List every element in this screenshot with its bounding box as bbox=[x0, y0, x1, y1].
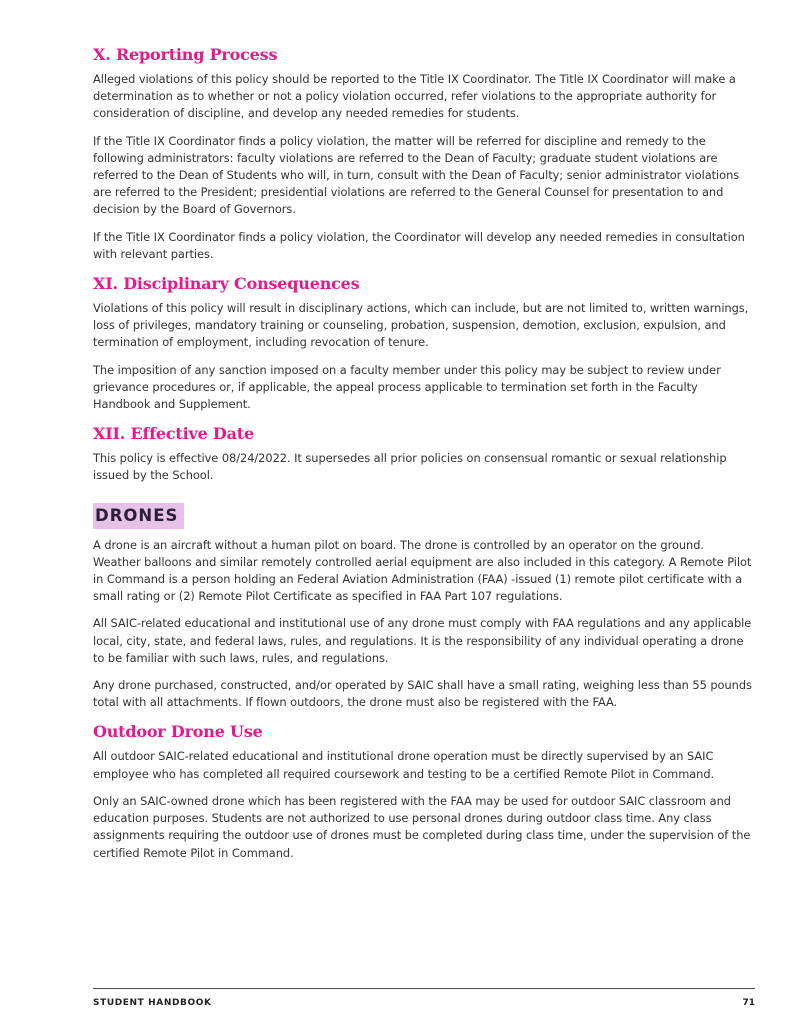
paragraph: If the Title IX Coordinator finds a policy violation, the Coordinator will develop any needed remedies in consultation with relevant parties. bbox=[93, 229, 745, 261]
drones-heading: DRONES bbox=[93, 503, 184, 529]
paragraph: Violations of this policy will result in disciplinary actions, which can include, but are not limited to, written warnings, loss of privileges, mandatory training or counseling, probation, suspension, demotion, exclusion, expulsion, and termination of employment, including revocation of tenure. bbox=[93, 301, 749, 350]
paragraph: The imposition of any sanction imposed on a faculty member under this policy may be subject to review under grievance procedures or, if applicable, the appeal process applicable to termination set forth in the Faculty Handbook and Supplement. bbox=[93, 362, 721, 412]
section-effective-date bbox=[93, 423, 755, 484]
page-content bbox=[93, 44, 755, 872]
section-heading: XII. Effective Date bbox=[93, 424, 254, 444]
footer-title: STUDENT HANDBOOK bbox=[93, 998, 212, 1008]
section-heading: Outdoor Drone Use bbox=[93, 722, 263, 742]
section-reporting-process bbox=[93, 44, 755, 263]
paragraph: A drone is an aircraft without a human pilot on board. The drone is controlled by an operator on the ground. Weather balloons and similar remotely controlled aerial equipment are also included in this category. A Remote Pilot in Command is a person holding an Federal Aviation Administration (FAA) -issued (1) remote pilot certificate with a small rating or (2) Remote Pilot Certificate as specified in FAA Part 107 regulations. bbox=[93, 537, 752, 604]
section-heading: X. Reporting Process bbox=[93, 45, 278, 64]
section-heading: XI. Disciplinary Consequences bbox=[93, 274, 360, 294]
paragraph: Alleged violations of this policy should be reported to the Title IX Coordinator. The Title IX Coordinator will make a determination as to whether or not a policy violation occurred, refer violations to the appropriate authority for consideration of discipline, and develop any needed remedies for students. bbox=[93, 72, 736, 121]
paragraph: Only an SAIC-owned drone which has been registered with the FAA may be used for outdoor SAIC classroom and education purposes. Students are not authorized to use personal drones during outdoor class time. Any class assignments requiring the outdoor use of drones must be completed during class time, under the supervision of the certified Remote Pilot in Command. bbox=[93, 793, 751, 860]
section-disciplinary-consequences bbox=[93, 273, 755, 413]
paragraph: This policy is effective 08/24/2022. It supersedes all prior policies on consensual romantic or sexual relationship issued by the School. bbox=[93, 451, 727, 483]
drones-heading-wrap bbox=[93, 503, 755, 529]
section-outdoor-drone-use bbox=[93, 721, 755, 861]
paragraph: If the Title IX Coordinator finds a policy violation, the matter will be referred for discipline and remedy to the following administrators: faculty violations are referred to the Dean of Faculty; graduate student violations are referred to the Dean of Students who will, in turn, consult with the Dean of Faculty; senior administrator violations are referred to the President; presidential violations are referred to the General Counsel for presentation to and decision by the Board of Governors. bbox=[93, 133, 740, 217]
paragraph: All outdoor SAIC-related educational and institutional drone operation must be directly supervised by an SAIC employee who has completed all required coursework and testing to be a certified Remote Pilot in Command. bbox=[93, 749, 715, 781]
footer-divider bbox=[93, 988, 755, 989]
page-number: 71 bbox=[742, 998, 755, 1008]
section-drones bbox=[93, 503, 755, 712]
paragraph: Any drone purchased, constructed, and/or operated by SAIC shall have a small rating, weighing less than 55 pounds total with all attachments. If flown outdoors, the drone must also be registered with the FAA. bbox=[93, 678, 752, 710]
paragraph: All SAIC-related educational and institutional use of any drone must comply with FAA regulations and any applicable local, city, state, and federal laws, rules, and regulations. It is the responsibility of any individual operating a drone to be familiar with such laws, rules, and regulations. bbox=[93, 616, 752, 665]
